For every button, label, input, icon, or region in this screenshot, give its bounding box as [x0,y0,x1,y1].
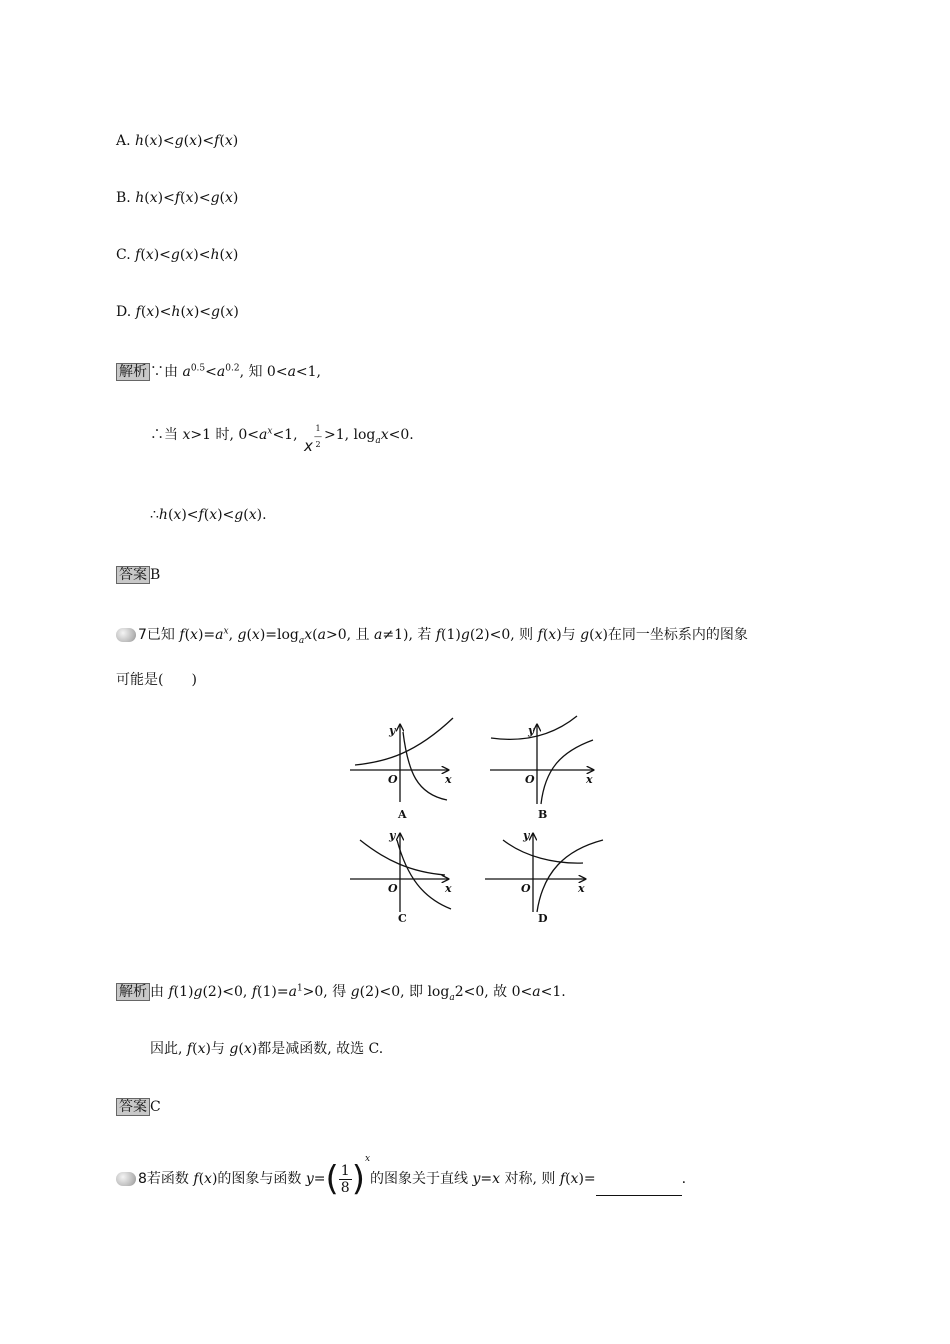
graph-a-y-label: y [389,724,396,737]
graph-a-x-label: x [445,773,452,786]
graph-d-x-label: x [578,882,585,895]
graph-d-y-label: y [523,829,530,842]
q8-number: 8 [138,1171,147,1187]
question-bullet-icon [116,628,136,642]
graph-b-caption: B [538,808,548,821]
graph-a-origin-label: O [388,773,398,786]
graph-b-x-label: x [586,773,593,786]
answer-tag: 答案 [116,566,150,584]
graph-c-caption: C [398,912,407,925]
q7-analysis-line2: 因此, f(x)与 g(x)都是减函数, 故选 C. [150,1041,384,1057]
q8-fraction-denominator: 8 [340,1179,350,1196]
graph-c-origin-label: O [388,882,398,895]
graph-a-caption: A [398,808,407,821]
q6-analysis-line1: 解析 ∵由 $a^{0.5}<a^{0.2}$, 知 0<a<1, [116,361,321,381]
graph-c-y-label: y [389,829,396,842]
q8-stem: 8若函数 f(x)的图象与函数 y=( $\frac{1}{8}$ )$^x$的图象关于直线 y=x 对称, 则 f(x)= . [116,1154,686,1196]
option-c: C. f(x)<g(x)<h(x) [116,247,239,263]
q6-answer [116,564,160,584]
q6-answer-value: B [150,567,161,583]
graph-c-x-label: x [445,882,452,895]
q8-answer-blank[interactable] [596,1181,682,1196]
q8-exponent: x [364,1154,371,1164]
q7-answer-value: C [150,1099,161,1115]
q8-fraction-numerator: 1 [340,1162,350,1179]
q8-end-period: . [681,1171,687,1187]
q7-graphs-figure [345,712,610,927]
q8-fraction [339,1163,352,1196]
answer-tag: 答案 [116,1098,150,1116]
q7-analysis-line1: 解析 由 f(1)g(2)<0, $f(1)=a^1>0$, 得 g(2)<0, 即 $\log_a2<0$, 故 0<a<1. [116,981,566,1003]
question-bullet-icon [116,1172,136,1186]
graph-b-y-label: y [528,724,535,737]
graph-b [490,716,593,804]
graph-d-origin-label: O [521,882,531,895]
q6-analysis-line2: ∴当 x>1 时, $0<a^x<1$, x 1 — 2 >1, $\log_ax<0$. [150,424,414,455]
graph-d-caption: D [538,912,548,925]
q7-stem-line2: 可能是( ) [116,672,197,688]
q7-answer [116,1096,161,1116]
option-a: A. h(x)<g(x)<f(x) [116,133,239,149]
analysis-tag: 解析 [116,363,150,381]
graph-b-origin-label: O [525,773,535,786]
graph-d [485,834,603,912]
q7-number: 7 [138,627,147,643]
q6-analysis-line3: ∴h(x)<f(x)<g(x). [150,507,267,523]
q7-stem-line1: 7已知 $f(x)=a^x$, $g(x)=\log_ax(a>0$, 且 a≠1), 若 f(1)g(2)<0, 则 f(x)与 g(x)在同一坐标系内的图象 [116,624,748,646]
analysis-tag: 解析 [116,983,150,1001]
option-b: B. h(x)<f(x)<g(x) [116,190,239,206]
option-d: D. f(x)<h(x)<g(x) [116,304,239,320]
graph-a [350,718,453,802]
graph-c [350,834,451,912]
